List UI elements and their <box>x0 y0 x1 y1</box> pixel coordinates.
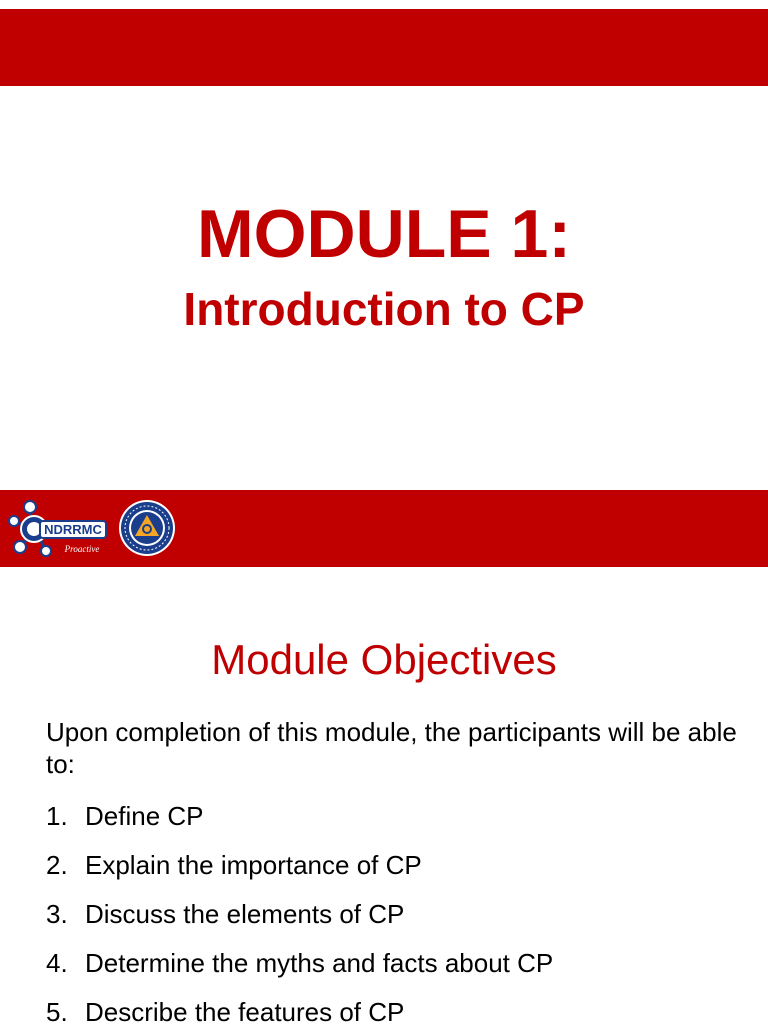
list-item <box>46 800 746 849</box>
list-item <box>46 947 746 996</box>
list-item-number: 4. <box>46 948 68 978</box>
module-title: MODULE 1: <box>197 196 571 272</box>
list-item-text: Determine the myths and facts about CP <box>85 948 554 978</box>
list-item <box>46 849 746 898</box>
objectives-title: Module Objectives <box>211 636 557 683</box>
ndrrmc-logo <box>6 497 110 561</box>
ocd-seal-icon <box>118 499 176 557</box>
ndrrmc-tagline: Proactive <box>64 544 100 554</box>
list-item-text: Describe the features of CP <box>85 997 405 1024</box>
list-item <box>46 898 746 947</box>
module-subtitle: Introduction to CP <box>183 283 585 335</box>
list-item-number: 5. <box>46 997 68 1024</box>
top-red-banner <box>0 9 768 86</box>
list-item-number: 2. <box>46 850 68 880</box>
list-item-number: 1. <box>46 801 68 831</box>
list-item-text: Explain the importance of CP <box>85 850 422 880</box>
list-item <box>46 996 746 1024</box>
objectives-list <box>46 800 746 1024</box>
list-item-text: Define CP <box>85 801 204 831</box>
objectives-intro: Upon completion of this module, the participants will be able to: <box>46 717 737 779</box>
bottom-red-banner <box>0 490 768 567</box>
ndrrmc-logo-text: NDRRMC <box>44 522 102 537</box>
list-item-number: 3. <box>46 899 68 929</box>
list-item-text: Discuss the elements of CP <box>85 899 405 929</box>
